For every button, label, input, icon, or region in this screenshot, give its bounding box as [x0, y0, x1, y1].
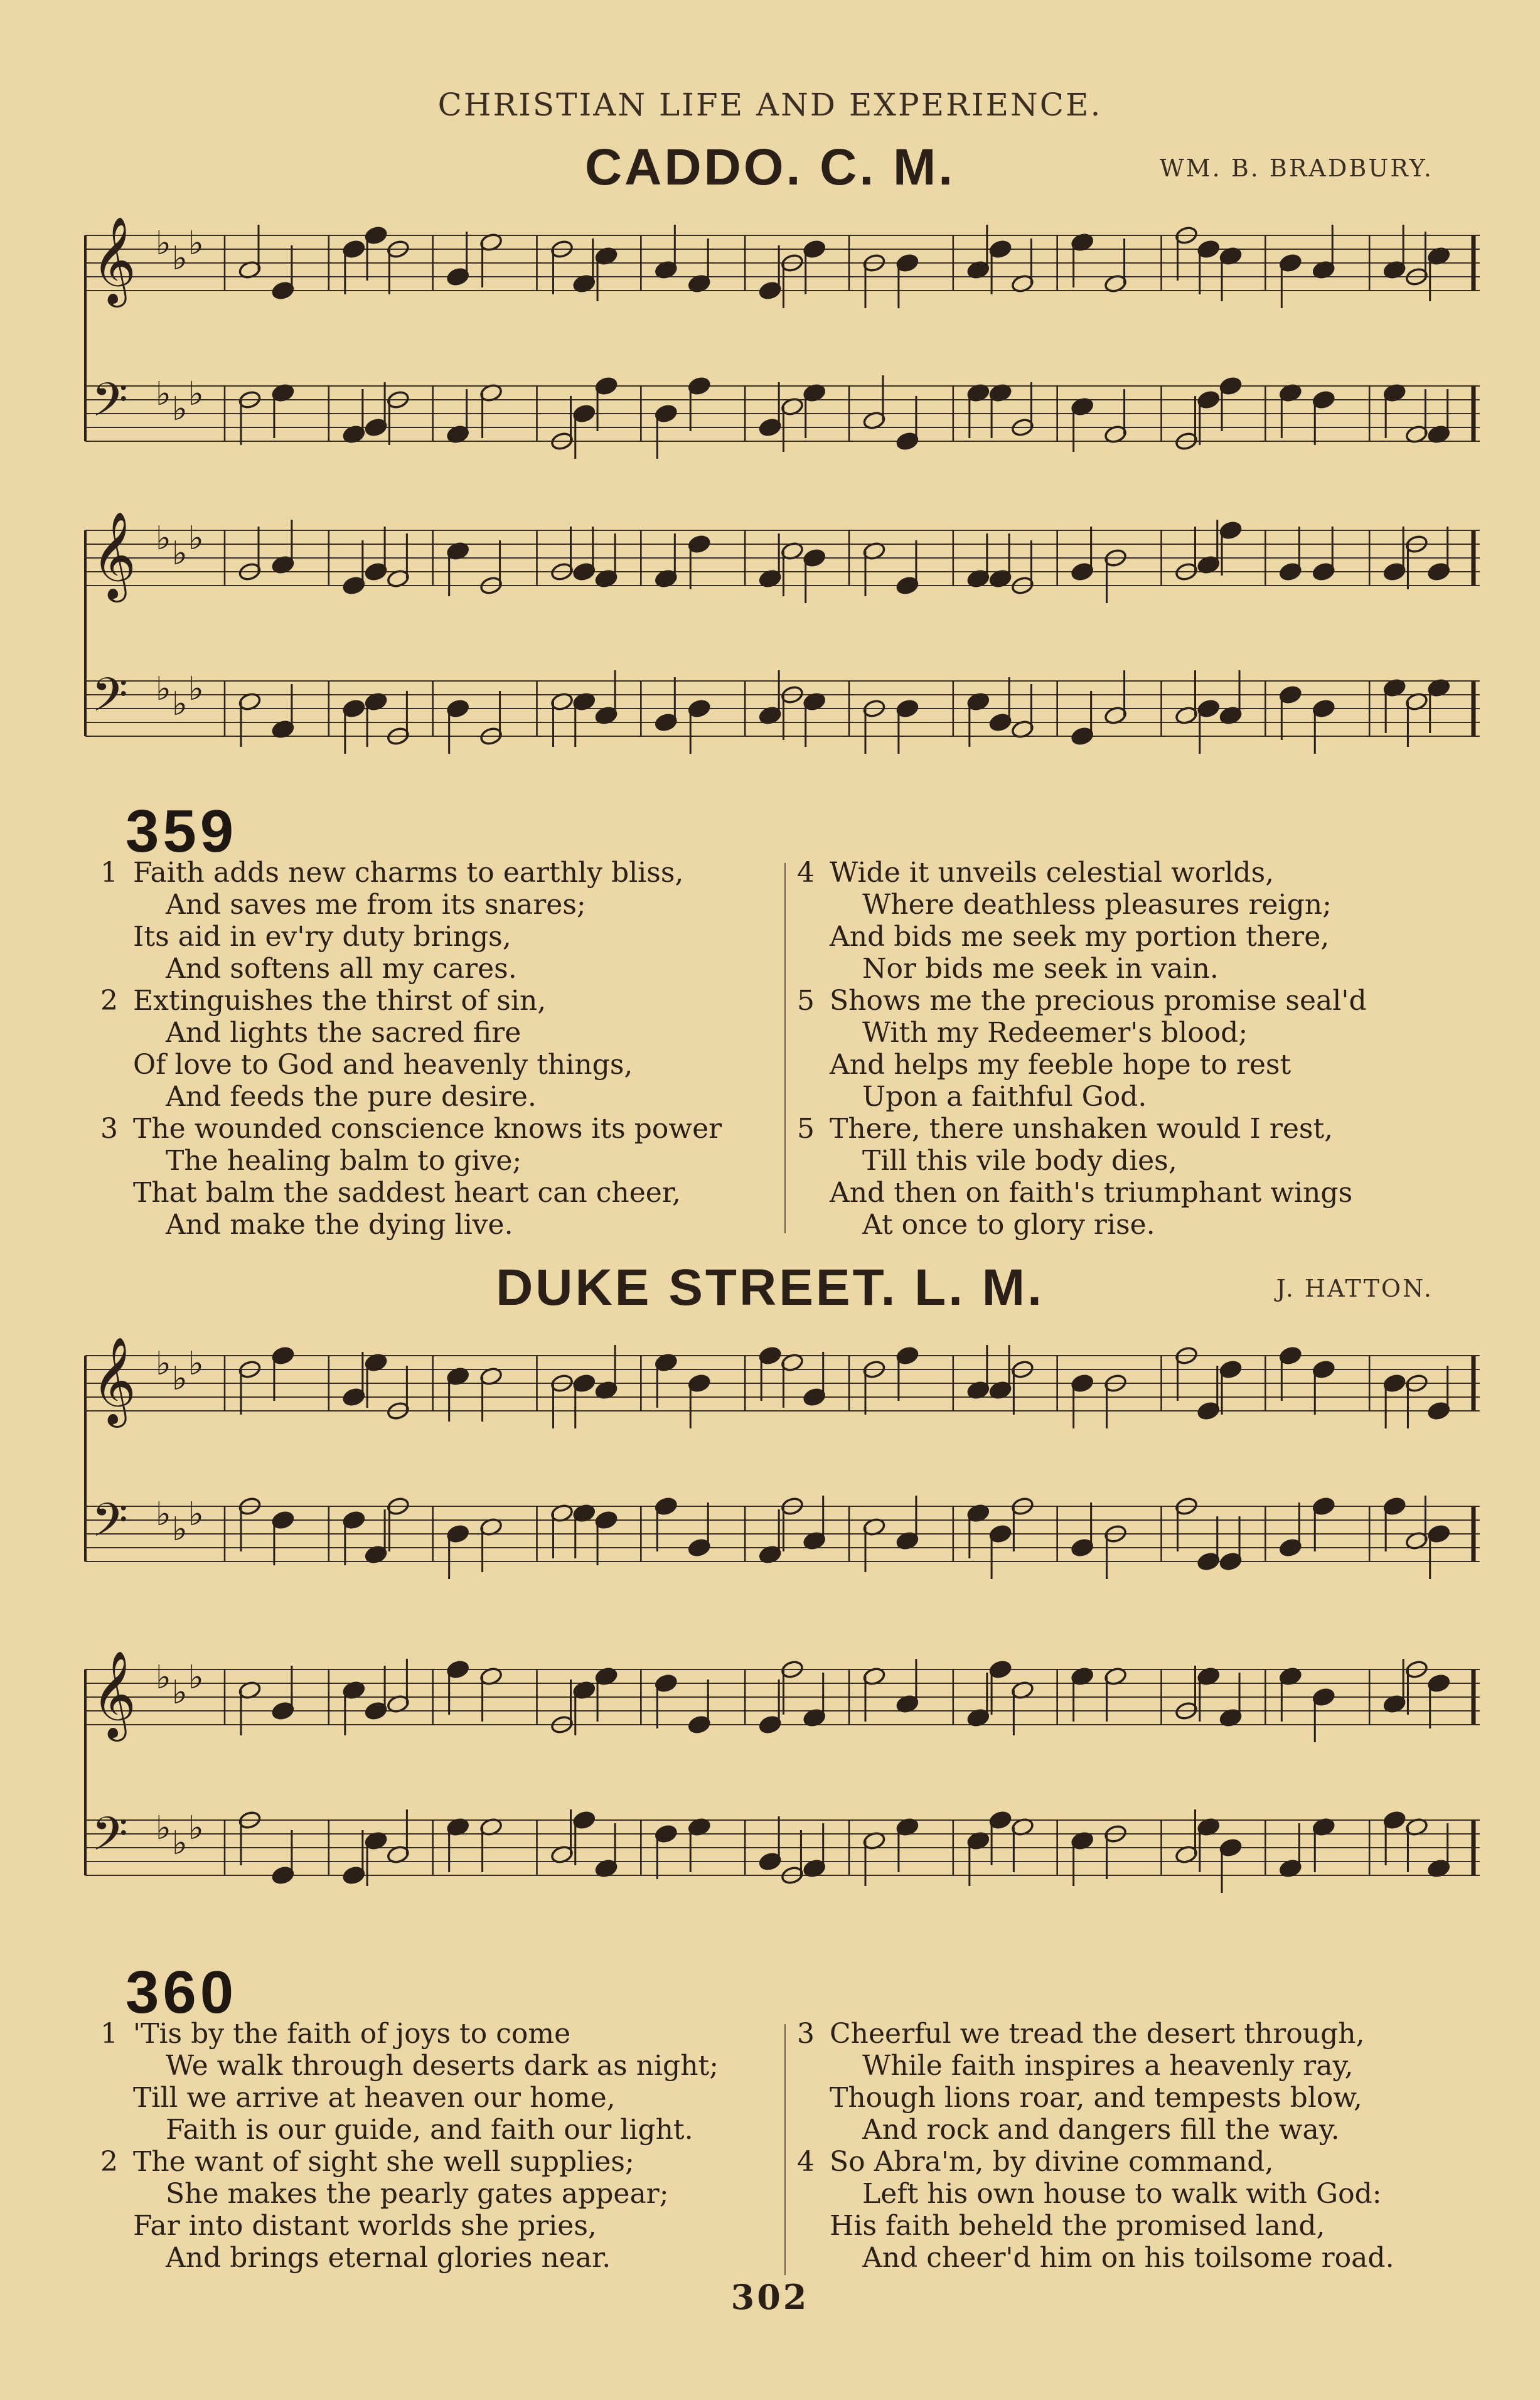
verse-line: [100, 1049, 753, 1081]
verse-text: So Abra'm, by divine command,: [830, 2146, 1274, 2178]
verse-line: [100, 2018, 753, 2050]
stanza-number: 3: [100, 1113, 118, 1145]
verse-line: [797, 953, 1450, 985]
flat-sign-icon: ♭: [156, 375, 171, 413]
verse-line: [797, 2050, 1450, 2082]
flat-sign-icon: ♭: [188, 1659, 204, 1696]
flat-sign-icon: ♭: [188, 375, 204, 413]
flat-sign-icon: ♭: [172, 535, 188, 572]
staff-notation: [80, 1331, 1486, 1946]
verse-text: Shows me the precious promise seal'd: [830, 985, 1367, 1017]
stanza-number: 4: [797, 2146, 815, 2178]
verse-text: The want of sight she well supplies;: [133, 2146, 634, 2178]
verse-line: [797, 1081, 1450, 1113]
stanza-number: 5: [797, 985, 815, 1017]
verse-column-left: [100, 857, 753, 1241]
verse-line: [100, 2114, 753, 2146]
flat-sign-icon: ♭: [188, 520, 204, 557]
verse-line: [797, 2210, 1450, 2242]
composer: J. HATTON.: [1276, 1275, 1433, 1302]
stanza-number: 4: [797, 857, 815, 889]
verse-line: [100, 2178, 753, 2210]
verse-line: [100, 2050, 753, 2082]
flat-sign-icon: ♭: [156, 1659, 171, 1696]
stanza-number: 2: [100, 985, 118, 1017]
flat-sign-icon: ♭: [172, 390, 188, 428]
verse-text: His faith beheld the promised land,: [830, 2210, 1325, 2242]
stanza-number: 1: [100, 2018, 118, 2050]
tune-header-duke-street: [0, 1258, 1540, 1327]
flat-sign-icon: ♭: [156, 1809, 171, 1847]
stanza: [797, 1113, 1450, 1241]
flat-sign-icon: ♭: [156, 1496, 171, 1533]
verse-text: With my Redeemer's blood;: [862, 1017, 1248, 1049]
verse-text: Nor bids me seek in vain.: [862, 953, 1219, 985]
treble-clef-icon: 𝄞: [92, 512, 136, 599]
flat-sign-icon: ♭: [156, 520, 171, 557]
verse-line: [797, 2146, 1450, 2178]
bass-clef-icon: 𝄢: [92, 1807, 128, 1873]
verse-text: The healing balm to give;: [166, 1145, 522, 1177]
verse-text: Though lions roar, and tempests blow,: [830, 2082, 1362, 2114]
verse-text: 'Tis by the faith of joys to come: [133, 2018, 571, 2050]
verse-text: And cheer'd him on his toilsome road.: [862, 2242, 1394, 2274]
stanza: [797, 985, 1450, 1113]
flat-sign-icon: ♭: [188, 1809, 204, 1847]
verse-text: Left his own house to walk with God:: [862, 2178, 1382, 2210]
verse-line: [797, 2178, 1450, 2210]
flat-sign-icon: ♭: [188, 1345, 204, 1383]
verse-text: And feeds the pure desire.: [166, 1081, 537, 1113]
flat-sign-icon: ♭: [188, 670, 204, 708]
verse-line: [100, 1145, 753, 1177]
bass-clef-icon: 𝄢: [92, 1493, 128, 1559]
flat-sign-icon: ♭: [156, 1345, 171, 1383]
flat-sign-icon: ♭: [172, 1674, 188, 1712]
verse-text: That balm the saddest heart can cheer,: [133, 1177, 681, 1209]
stanza: [100, 857, 753, 985]
verse-text: And make the dying live.: [166, 1209, 513, 1241]
verse-line: [797, 2018, 1450, 2050]
flat-sign-icon: ♭: [172, 1824, 188, 1862]
verse-line: [100, 1209, 753, 1241]
column-divider: [784, 863, 786, 1233]
flat-sign-icon: ♭: [188, 225, 204, 262]
verse-text: Where deathless pleasures reign;: [862, 889, 1332, 921]
verse-line: [797, 857, 1450, 889]
hymn-verses: [100, 2018, 1468, 2281]
verse-line: [797, 2082, 1450, 2114]
verse-line: [100, 953, 753, 985]
composer: WM. B. BRADBURY.: [1159, 154, 1433, 182]
hymn-verses: [100, 857, 1468, 1246]
verse-text: Upon a faithful God.: [862, 1081, 1147, 1113]
flat-sign-icon: ♭: [188, 1496, 204, 1533]
verse-line: [100, 2082, 753, 2114]
bass-clef-icon: 𝄢: [92, 373, 128, 439]
verse-text: And lights the sacred fire: [166, 1017, 521, 1049]
flat-sign-icon: ♭: [172, 240, 188, 277]
hymn-number: 359: [126, 798, 238, 865]
verse-line: [100, 1177, 753, 1209]
verse-line: [797, 1177, 1450, 1209]
tune-header-caddo: [0, 138, 1540, 207]
verse-text: Faith is our guide, and faith our light.: [166, 2114, 693, 2146]
verse-line: [797, 1049, 1450, 1081]
verse-text: Of love to God and heavenly things,: [133, 1049, 633, 1081]
verse-text: Wide it unveils celestial worlds,: [830, 857, 1275, 889]
stanza: [797, 857, 1450, 985]
verse-text: While faith inspires a heavenly ray,: [862, 2050, 1354, 2082]
page-number: 302: [730, 2277, 810, 2317]
stanza: [100, 2018, 753, 2146]
verse-text: And then on faith's triumphant wings: [830, 1177, 1353, 1209]
music-score-duke-street: [80, 1331, 1486, 1946]
staff-notation: [80, 217, 1486, 794]
flat-sign-icon: ♭: [172, 1360, 188, 1398]
flat-sign-icon: ♭: [172, 685, 188, 723]
verse-column-right: [797, 857, 1450, 1241]
verse-line: [797, 921, 1450, 953]
verse-line: [797, 2114, 1450, 2146]
verse-line: [100, 2242, 753, 2274]
verse-line: [797, 1209, 1450, 1241]
verse-text: We walk through deserts dark as night;: [166, 2050, 719, 2082]
verse-column-right: [797, 2018, 1450, 2274]
verse-line: [100, 2210, 753, 2242]
column-divider: [784, 2024, 786, 2275]
treble-clef-icon: 𝄞: [92, 1651, 136, 1738]
verse-column-left: [100, 2018, 753, 2274]
verse-line: [797, 1113, 1450, 1145]
flat-sign-icon: ♭: [156, 225, 171, 262]
stanza-number: 5: [797, 1113, 815, 1145]
treble-clef-icon: 𝄞: [92, 1337, 136, 1424]
verse-line: [100, 921, 753, 953]
verse-text: Cheerful we tread the desert through,: [830, 2018, 1365, 2050]
verse-text: And saves me from its snares;: [166, 889, 586, 921]
stanza: [797, 2018, 1450, 2146]
flat-sign-icon: ♭: [172, 1511, 188, 1548]
tune-title: CADDO. C. M.: [584, 139, 956, 196]
verse-text: Far into distant worlds she pries,: [133, 2210, 597, 2242]
verse-text: Till we arrive at heaven our home,: [133, 2082, 616, 2114]
verse-text: There, there unshaken would I rest,: [830, 1113, 1334, 1145]
stanza-number: 3: [797, 2018, 815, 2050]
verse-line: [797, 2242, 1450, 2274]
verse-text: Till this vile body dies,: [862, 1145, 1177, 1177]
verse-line: [797, 985, 1450, 1017]
verse-text: The wounded conscience knows its power: [133, 1113, 722, 1145]
verse-text: At once to glory rise.: [862, 1209, 1155, 1241]
verse-line: [100, 1113, 753, 1145]
verse-text: Its aid in ev'ry duty brings,: [133, 921, 511, 953]
running-head: CHRISTIAN LIFE AND EXPERIENCE.: [437, 87, 1103, 123]
verse-line: [100, 889, 753, 921]
verse-text: And softens all my cares.: [166, 953, 517, 985]
verse-line: [100, 1081, 753, 1113]
stanza: [797, 2146, 1450, 2274]
treble-clef-icon: 𝄞: [92, 217, 136, 304]
verse-text: Extinguishes the thirst of sin,: [133, 985, 547, 1017]
stanza-number: 1: [100, 857, 118, 889]
verse-line: [797, 1017, 1450, 1049]
verse-text: And brings eternal glories near.: [166, 2242, 611, 2274]
bass-clef-icon: 𝄢: [92, 668, 128, 734]
verse-line: [100, 2146, 753, 2178]
verse-text: And helps my feeble hope to rest: [830, 1049, 1291, 1081]
verse-text: And rock and dangers fill the way.: [862, 2114, 1340, 2146]
verse-text: She makes the pearly gates appear;: [166, 2178, 669, 2210]
verse-text: Faith adds new charms to earthly bliss,: [133, 857, 684, 889]
tune-title: DUKE STREET. L. M.: [496, 1259, 1044, 1316]
stanza: [100, 985, 753, 1113]
verse-line: [797, 1145, 1450, 1177]
verse-line: [100, 857, 753, 889]
hymn-number: 360: [126, 1959, 238, 2026]
stanza-number: 2: [100, 2146, 118, 2178]
flat-sign-icon: ♭: [156, 670, 171, 708]
verse-line: [100, 1017, 753, 1049]
stanza: [100, 2146, 753, 2274]
verse-line: [797, 889, 1450, 921]
verse-text: And bids me seek my portion there,: [830, 921, 1330, 953]
stanza: [100, 1113, 753, 1241]
verse-line: [100, 985, 753, 1017]
music-score-caddo: [80, 217, 1486, 794]
